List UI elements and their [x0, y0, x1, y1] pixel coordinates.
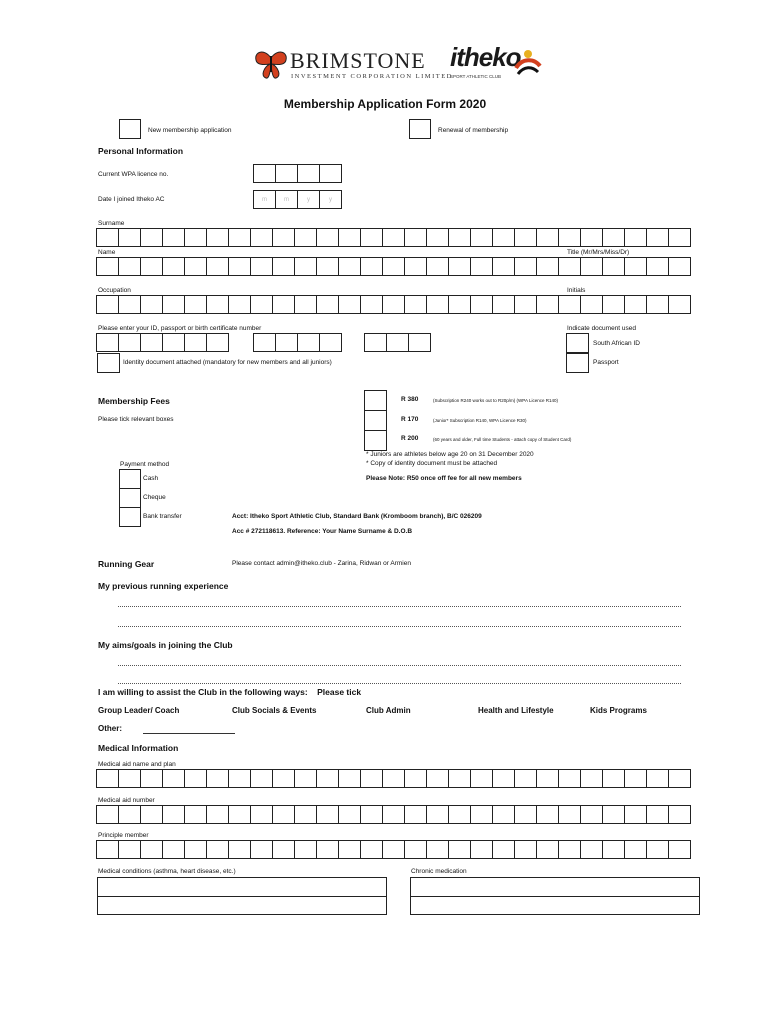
south-african-id-checkbox[interactable] — [566, 333, 589, 353]
char-cell[interactable] — [294, 805, 317, 824]
char-cell[interactable] — [184, 257, 207, 276]
char-cell[interactable] — [470, 769, 493, 788]
char-cell[interactable] — [646, 295, 669, 314]
assist-option-admin[interactable]: Club Admin — [366, 706, 411, 715]
membership-fees-heading: Membership Fees — [98, 396, 170, 406]
char-cell[interactable] — [580, 805, 603, 824]
payment-cheque-label: Cheque — [143, 494, 166, 501]
running-gear-note: Please contact admin@itheko.club - Zarina, Ridwan or Armien — [232, 560, 411, 567]
char-cell[interactable] — [250, 805, 273, 824]
logo — [254, 42, 544, 84]
new-membership-label: New membership application — [148, 127, 232, 134]
medical-aid-number-input[interactable] — [97, 805, 691, 824]
char-cell[interactable] — [118, 228, 141, 247]
char-cell[interactable] — [514, 769, 537, 788]
char-cell[interactable] — [162, 769, 185, 788]
char-cell[interactable] — [228, 257, 251, 276]
char-cell[interactable] — [580, 295, 603, 314]
char-cell[interactable] — [206, 805, 229, 824]
assist-other-input[interactable] — [143, 733, 235, 734]
medical-aid-name-input[interactable] — [97, 769, 691, 788]
char-cell[interactable] — [382, 840, 405, 859]
char-cell[interactable] — [646, 769, 669, 788]
char-cell[interactable] — [140, 805, 163, 824]
passport-label: Passport — [593, 359, 619, 366]
char-cell[interactable] — [162, 257, 185, 276]
name-input[interactable] — [97, 257, 691, 276]
fee-r200-note: (60 years and older, Full time Students - attach copy of Student Card) — [433, 437, 572, 442]
char-cell[interactable] — [668, 295, 691, 314]
char-cell[interactable] — [602, 228, 625, 247]
char-cell[interactable] — [272, 840, 295, 859]
char-cell[interactable] — [426, 805, 449, 824]
char-cell[interactable] — [118, 295, 141, 314]
char-cell[interactable] — [492, 257, 515, 276]
char-cell[interactable] — [536, 257, 559, 276]
char-cell[interactable] — [580, 840, 603, 859]
char-cell[interactable] — [140, 295, 163, 314]
char-cell[interactable] — [514, 257, 537, 276]
char-cell[interactable] — [338, 805, 361, 824]
char-cell[interactable] — [272, 769, 295, 788]
char-cell[interactable] — [360, 228, 383, 247]
char-cell[interactable] — [514, 295, 537, 314]
char-cell[interactable] — [404, 805, 427, 824]
char-cell[interactable] — [646, 228, 669, 247]
char-cell[interactable] — [514, 228, 537, 247]
char-cell[interactable] — [646, 805, 669, 824]
char-cell[interactable] — [426, 295, 449, 314]
south-african-id-label: South African ID — [593, 340, 640, 347]
char-cell[interactable] — [250, 840, 273, 859]
butterfly-icon — [254, 50, 288, 80]
char-cell[interactable] — [294, 295, 317, 314]
char-cell[interactable] — [360, 295, 383, 314]
aims-line-2[interactable] — [118, 683, 681, 684]
char-cell[interactable] — [272, 805, 295, 824]
char-cell[interactable] — [470, 295, 493, 314]
char-cell[interactable] — [426, 840, 449, 859]
char-cell[interactable] — [118, 840, 141, 859]
fee-r200-checkbox[interactable] — [364, 430, 387, 451]
char-cell[interactable] — [184, 840, 207, 859]
char-cell[interactable] — [206, 840, 229, 859]
char-cell[interactable] — [558, 228, 581, 247]
char-cell[interactable] — [228, 295, 251, 314]
char-cell[interactable] — [624, 805, 647, 824]
char-cell[interactable] — [624, 257, 647, 276]
char-cell[interactable] — [360, 840, 383, 859]
char-cell[interactable] — [624, 769, 647, 788]
occupation-input[interactable] — [97, 295, 691, 314]
char-cell[interactable] — [206, 228, 229, 247]
char-cell[interactable] — [382, 257, 405, 276]
fee-r380-checkbox[interactable] — [364, 390, 387, 411]
fee-r170-checkbox[interactable] — [364, 410, 387, 431]
junior-note: * Juniors are athletes below age 20 on 31 December 2020 — [366, 451, 534, 458]
char-cell[interactable] — [140, 228, 163, 247]
char-cell[interactable] — [162, 295, 185, 314]
char-cell[interactable] — [448, 769, 471, 788]
char-cell[interactable] — [558, 257, 581, 276]
char-cell[interactable] — [558, 769, 581, 788]
id-number-input-c[interactable] — [365, 333, 431, 352]
occupation-label: Occupation — [98, 287, 131, 294]
char-cell[interactable] — [294, 257, 317, 276]
club-name: itheko — [450, 42, 521, 72]
char-cell[interactable] — [118, 769, 141, 788]
fee-r380-note: (Subscription R240 works out to R20p/m) (WPA Licence R140) — [433, 398, 558, 403]
char-cell[interactable] — [668, 805, 691, 824]
principle-member-input[interactable] — [97, 840, 691, 859]
aims-line-1[interactable] — [118, 665, 681, 666]
payment-bank-checkbox[interactable] — [119, 507, 141, 527]
char-cell[interactable] — [162, 805, 185, 824]
char-cell[interactable] — [580, 228, 603, 247]
char-cell[interactable] — [140, 257, 163, 276]
char-cell[interactable] — [602, 805, 625, 824]
char-cell[interactable] — [602, 257, 625, 276]
id-copy-note: * Copy of identity document must be attached — [366, 460, 498, 467]
char-cell[interactable] — [426, 257, 449, 276]
char-cell[interactable] — [360, 769, 383, 788]
char-cell[interactable] — [558, 295, 581, 314]
char-cell[interactable] — [338, 295, 361, 314]
char-cell[interactable] — [316, 228, 339, 247]
once-off-fee-note: Please Note: R50 once off fee for all new members — [366, 475, 522, 482]
char-cell[interactable] — [580, 257, 603, 276]
char-cell[interactable] — [184, 805, 207, 824]
char-cell[interactable] — [316, 805, 339, 824]
char-cell[interactable] — [470, 840, 493, 859]
char-cell[interactable] — [668, 257, 691, 276]
initials-label: Initials — [567, 287, 586, 294]
char-cell[interactable] — [426, 769, 449, 788]
char-cell[interactable] — [206, 257, 229, 276]
char-cell[interactable] — [492, 769, 515, 788]
wpa-licence-label: Current WPA licence no. — [98, 171, 169, 178]
char-cell[interactable] — [184, 769, 207, 788]
char-cell[interactable] — [316, 840, 339, 859]
medical-conditions-label: Medical conditions (asthma, heart disease, etc.) — [98, 868, 236, 875]
char-cell[interactable] — [294, 228, 317, 247]
surname-label: Surname — [98, 220, 125, 227]
surname-input[interactable] — [97, 228, 691, 247]
char-cell[interactable] — [668, 228, 691, 247]
char-cell[interactable] — [272, 257, 295, 276]
char-cell[interactable] — [338, 840, 361, 859]
char-cell[interactable] — [162, 840, 185, 859]
char-cell[interactable] — [382, 228, 405, 247]
char-cell[interactable] — [382, 295, 405, 314]
char-cell[interactable] — [646, 257, 669, 276]
char-cell[interactable] — [250, 228, 273, 247]
char-cell[interactable] — [404, 769, 427, 788]
char-cell[interactable] — [140, 769, 163, 788]
char-cell[interactable] — [206, 769, 229, 788]
club-subtitle: SPORT ATHLETIC CLUB — [450, 74, 502, 79]
chronic-medication-input[interactable] — [410, 877, 700, 915]
date-joined-input[interactable]: m m y y — [254, 190, 342, 209]
experience-line-1[interactable] — [118, 606, 681, 607]
char-cell[interactable] — [470, 805, 493, 824]
char-cell[interactable] — [492, 228, 515, 247]
id-attached-label: Identity document attached (mandatory for new members and all juniors) — [123, 359, 332, 366]
brand-subtitle: INVESTMENT CORPORATION LIMITED — [291, 73, 453, 80]
char-cell[interactable] — [228, 840, 251, 859]
tick-boxes-label: Please tick relevant boxes — [98, 416, 174, 423]
char-cell[interactable] — [250, 295, 273, 314]
payment-cash-label: Cash — [143, 475, 159, 482]
fee-r200-amount: R 200 — [401, 435, 419, 442]
renewal-checkbox[interactable] — [409, 119, 431, 139]
id-attached-checkbox[interactable] — [97, 353, 120, 373]
char-cell[interactable] — [118, 805, 141, 824]
account-number: Acc # 272118613. Reference: Your Name Surname & D.O.B — [232, 528, 413, 535]
char-cell[interactable] — [558, 805, 581, 824]
char-cell[interactable] — [646, 840, 669, 859]
assist-heading: I am willing to assist the Club in the following ways: Please tick — [98, 687, 362, 697]
char-cell[interactable] — [338, 769, 361, 788]
char-cell[interactable] — [470, 228, 493, 247]
char-cell[interactable] — [96, 228, 119, 247]
char-cell[interactable] — [470, 257, 493, 276]
chronic-medication-label: Chronic medication — [411, 868, 467, 875]
brand-name: BRIMSTONE — [290, 48, 426, 73]
char-cell[interactable] — [250, 769, 273, 788]
char-cell[interactable] — [338, 228, 361, 247]
experience-line-2[interactable] — [118, 626, 681, 627]
char-cell[interactable] — [668, 840, 691, 859]
char-cell[interactable] — [536, 769, 559, 788]
payment-cheque-checkbox[interactable] — [119, 488, 141, 508]
char-cell[interactable] — [96, 840, 119, 859]
experience-heading: My previous running experience — [98, 581, 229, 591]
running-gear-heading: Running Gear — [98, 559, 155, 569]
fee-r170-amount: R 170 — [401, 416, 419, 423]
char-cell[interactable] — [360, 257, 383, 276]
char-cell[interactable] — [294, 769, 317, 788]
char-cell[interactable] — [382, 769, 405, 788]
char-cell[interactable] — [404, 257, 427, 276]
char-cell[interactable] — [96, 257, 119, 276]
assist-other-label: Other: — [98, 724, 122, 733]
char-cell[interactable] — [514, 840, 537, 859]
payment-cash-checkbox[interactable] — [119, 469, 141, 489]
char-cell[interactable] — [448, 257, 471, 276]
char-cell[interactable] — [184, 228, 207, 247]
account-details: Acct: Itheko Sport Athletic Club, Standard Bank (Kromboom branch), B/C 026209 — [232, 513, 482, 520]
char-cell[interactable] — [140, 840, 163, 859]
char-cell[interactable] — [536, 805, 559, 824]
id-number-input-b[interactable] — [254, 333, 342, 352]
char-cell[interactable] — [272, 228, 295, 247]
char-cell[interactable] — [426, 228, 449, 247]
char-cell[interactable] — [492, 805, 515, 824]
char-cell[interactable] — [448, 295, 471, 314]
char-cell[interactable] — [602, 295, 625, 314]
principle-member-label: Principle member — [98, 832, 149, 839]
title-label: Title (Mr/Mrs/Miss/Dr) — [567, 249, 630, 256]
char-cell[interactable] — [448, 840, 471, 859]
char-cell[interactable] — [316, 769, 339, 788]
char-cell[interactable] — [96, 805, 119, 824]
renewal-label: Renewal of membership — [438, 127, 509, 134]
assist-option-socials[interactable]: Club Socials & Events — [232, 706, 317, 715]
char-cell[interactable] — [514, 805, 537, 824]
id-number-input-a[interactable] — [97, 333, 229, 352]
char-cell[interactable] — [338, 257, 361, 276]
aims-heading: My aims/goals in joining the Club — [98, 640, 233, 650]
char-cell[interactable] — [96, 295, 119, 314]
char-cell[interactable] — [624, 840, 647, 859]
char-cell[interactable] — [536, 228, 559, 247]
char-cell[interactable] — [228, 805, 251, 824]
char-cell[interactable] — [404, 295, 427, 314]
char-cell[interactable] — [96, 769, 119, 788]
char-cell[interactable] — [536, 840, 559, 859]
char-cell[interactable] — [580, 769, 603, 788]
char-cell[interactable] — [272, 295, 295, 314]
char-cell[interactable] — [316, 257, 339, 276]
assist-option-coach[interactable]: Group Leader/ Coach — [98, 706, 180, 715]
fee-r380-amount: R 380 — [401, 396, 419, 403]
payment-bank-label: Bank transfer — [143, 513, 182, 520]
char-cell[interactable] — [162, 228, 185, 247]
char-cell[interactable] — [382, 805, 405, 824]
char-cell[interactable] — [492, 840, 515, 859]
char-cell[interactable] — [404, 840, 427, 859]
char-cell[interactable] — [624, 295, 647, 314]
medical-aid-name-label: Medical aid name and plan — [98, 761, 176, 768]
char-cell[interactable] — [360, 805, 383, 824]
char-cell[interactable] — [668, 769, 691, 788]
char-cell[interactable] — [624, 228, 647, 247]
id-number-label: Please enter your ID, passport or birth certificate number — [98, 325, 262, 332]
medical-aid-number-label: Medical aid number — [98, 797, 155, 804]
char-cell[interactable] — [404, 228, 427, 247]
char-cell[interactable] — [250, 257, 273, 276]
medical-conditions-input[interactable] — [97, 877, 387, 915]
char-cell[interactable] — [602, 769, 625, 788]
assist-option-health[interactable]: Health and Lifestyle — [478, 706, 554, 715]
char-cell[interactable] — [294, 840, 317, 859]
page-title: Membership Application Form 2020 — [283, 97, 487, 111]
char-cell[interactable] — [184, 295, 207, 314]
date-joined-label: Date I joined Itheko AC — [98, 196, 165, 203]
passport-checkbox[interactable] — [566, 353, 589, 373]
doc-used-label: Indicate document used — [567, 325, 637, 332]
char-cell[interactable] — [558, 840, 581, 859]
char-cell[interactable] — [602, 840, 625, 859]
runner-swoosh-icon — [512, 48, 544, 78]
payment-method-label: Payment method — [120, 461, 170, 468]
medical-heading: Medical Information — [98, 743, 179, 753]
personal-info-heading: Personal Information — [98, 146, 184, 156]
char-cell[interactable] — [448, 228, 471, 247]
char-cell[interactable] — [316, 295, 339, 314]
fee-r170-note: (Junior* Subscription R140, WPA Licence R30) — [433, 418, 527, 423]
char-cell[interactable] — [492, 295, 515, 314]
char-cell[interactable] — [228, 769, 251, 788]
new-membership-checkbox[interactable] — [119, 119, 141, 139]
char-cell[interactable] — [206, 295, 229, 314]
name-label: Name — [98, 249, 116, 256]
char-cell[interactable] — [228, 228, 251, 247]
char-cell[interactable] — [448, 805, 471, 824]
char-cell[interactable] — [118, 257, 141, 276]
assist-option-kids[interactable]: Kids Programs — [590, 706, 647, 715]
char-cell[interactable] — [536, 295, 559, 314]
wpa-licence-input[interactable] — [254, 164, 342, 183]
